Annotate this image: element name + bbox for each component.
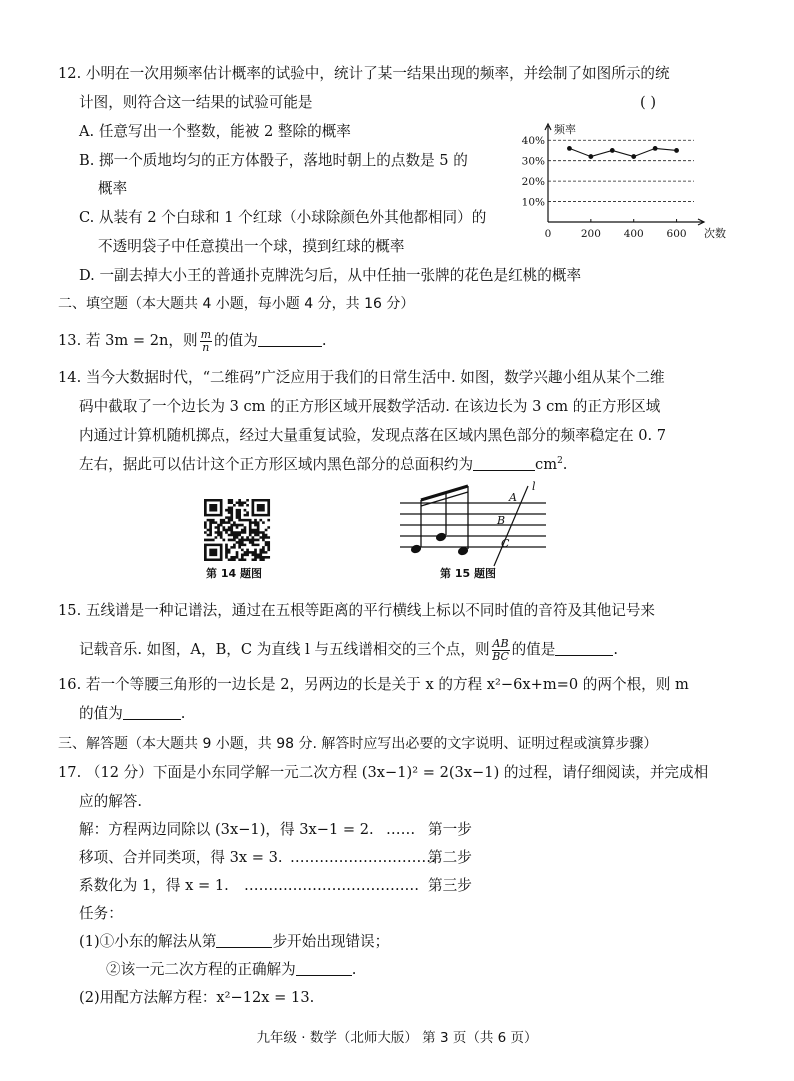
figure-14-caption: 第 14 题图 [206,567,262,580]
q17-step1: 解：方程两边同除以 (3x−1)，得 3x−1 = 2. [79,821,374,838]
y-axis-label: 频率 [554,123,576,136]
q12-option-a: A. 任意写出一个整数，能被 2 整除的概率 [79,123,351,140]
y-tick-label: 10% [521,196,545,209]
q14-line2: 码中截取了一个边长为 3 cm 的正方形区域开展数学活动. 在该边长为 3 cm 的正方形区域 [79,398,661,415]
section-3-title: 三、解答题（本大题共 9 小题，共 98 分. 解答时应写出必要的文字说明、证明过程或演算步骤） [58,736,658,752]
answer-bracket: ( ) [640,94,657,111]
q12-stem-line1: 12. 小明在一次用频率估计概率的试验中，统计了某一结果出现的频率，并绘制了如图所示的统 [58,65,670,82]
q14-unit: cm [535,456,558,473]
q13-end: . [321,332,327,349]
q14-end: . [562,456,568,473]
q17-task2: (2)用配方法解方程：x²−12x = 13. [79,989,315,1006]
data-point [588,154,593,159]
q17-line1: 17. （12 分）下面是小东同学解一元二次方程 (3x−1)² = 2(3x−1) 的过程，请仔细阅读，并完成相 [58,764,709,781]
y-tick-label: 30% [521,155,545,168]
q17-task1-blank[interactable] [216,932,272,948]
q12-option-d: D. 一副去掉大小王的普通扑克牌洗匀后，从中任抽一张牌的花色是红桃的概率 [79,267,582,284]
q17-task1 [79,931,389,953]
q15-line2 [79,632,618,668]
q17-step2: 移项、合并同类项，得 3x = 3. [79,849,283,866]
q15-frac-den: BC [492,649,509,663]
q17-step2-label: 第二步 [428,849,472,866]
q12-stem-line2: 计图，则符合这一结果的试验可能是 [79,94,313,111]
figure-15-caption: 第 15 题图 [440,567,496,580]
data-point [674,148,679,153]
q15-frac-num: AB [492,636,509,650]
note-beam [421,486,468,500]
q15-line1: 15. 五线谱是一种记谱法，通过在五根等距离的平行横线上标以不同时值的音符及其他记号来 [58,602,656,619]
q15-fraction [492,638,510,663]
q17-task-label: 任务： [79,905,123,922]
q13-fraction [200,329,212,354]
qr-code-image [204,499,270,561]
q17-task1b-blank[interactable] [296,960,352,976]
q17-task1b-text: ②该一元二次方程的正确解为 [106,961,296,978]
x-origin-label: 0 [544,228,552,240]
q17-line2: 应的解答. [79,793,143,810]
series-line [569,148,676,156]
q15-suffix: 的值是 [511,641,556,658]
q14-unit-sup: 2 [557,456,563,467]
x-tick-label: 200 [580,228,601,240]
q16-answer-blank[interactable] [123,704,181,720]
data-point [610,148,615,153]
y-tick-label: 20% [521,176,545,189]
q17-step1-label: 第一步 [428,821,472,838]
data-point [567,146,572,151]
q13-suffix: 的值为 [214,332,258,349]
q17-task1-suffix: 步开始出现错误； [272,933,390,950]
q17-step3-label: 第三步 [428,877,472,894]
label-b: B [497,514,506,527]
q12-option-b: B. 掷一个质地均匀的正方体骰子，落地时朝上的点数是 5 的 [79,152,468,169]
q17-step3: 系数化为 1，得 x = 1. [79,877,229,894]
music-staff-figure [396,478,548,570]
label-c: C [501,537,510,550]
q16-end: . [180,705,186,722]
q12-option-b-cont: 概率 [98,180,128,197]
q16-line2 [79,703,185,725]
q17-step1-dots: …… [386,821,416,838]
label-l: l [532,480,536,493]
q13-frac-den: n [202,340,210,354]
page-footer: 九年级 · 数学（北师大版） 第 3 页（共 6 页） [256,1030,538,1046]
x-tick-label: 600 [666,228,687,240]
q13-frac-num: m [200,327,212,341]
q17-step2-dots: ………………………… [290,849,436,866]
q12-option-c: C. 从装有 2 个白球和 1 个红球（小球除颜色外其他都相同）的 [79,209,487,226]
data-point [631,154,636,159]
q14-line4 [79,454,567,476]
q17-task1b-end: . [351,961,357,978]
q14-line4-text: 左右，据此可以估计这个正方形区域内黑色部分的总面积约为 [79,456,474,473]
q13 [58,326,326,356]
q13-answer-blank[interactable] [258,331,322,347]
x-tick-label: 400 [623,228,644,240]
section-2-title: 二、填空题（本大题共 4 小题，每小题 4 分，共 16 分） [58,296,415,312]
q17-task1b [106,959,356,981]
q16-line1: 16. 若一个等腰三角形的一边长是 2，另两边的长是关于 x 的方程 x²−6x+m=0 的两个根，则 m [58,676,689,693]
q12-option-c-cont: 不透明袋子中任意摸出一个球，摸到红球的概率 [98,238,405,255]
q17-step3-dots: ……………………………… [244,877,420,894]
q16-line2-text: 的值为 [79,705,123,722]
q14-answer-blank[interactable] [473,455,535,471]
q15-end: . [613,641,619,658]
data-point [653,146,658,151]
x-axis-label: 次数 [704,227,726,240]
q14-line1: 14. 当今大数据时代，“二维码”广泛应用于我们的日常生活中. 如图，数学兴趣小组从某个二维 [58,369,665,386]
q13-prefix: 13. 若 3m = 2n，则 [58,332,198,349]
q15-answer-blank[interactable] [555,640,613,656]
label-a: A [509,491,517,504]
q17-task1-text: (1)①小东的解法从第 [79,933,217,950]
y-tick-label: 40% [521,135,545,148]
q15-line2-text: 记载音乐. 如图，A，B，C 为直线 l 与五线谱相交的三个点，则 [79,641,490,658]
frequency-chart [512,118,726,240]
q14-line3: 内通过计算机随机掷点，经过大量重复试验，发现点落在区域内黑色部分的频率稳定在 0. 7 [79,427,667,444]
